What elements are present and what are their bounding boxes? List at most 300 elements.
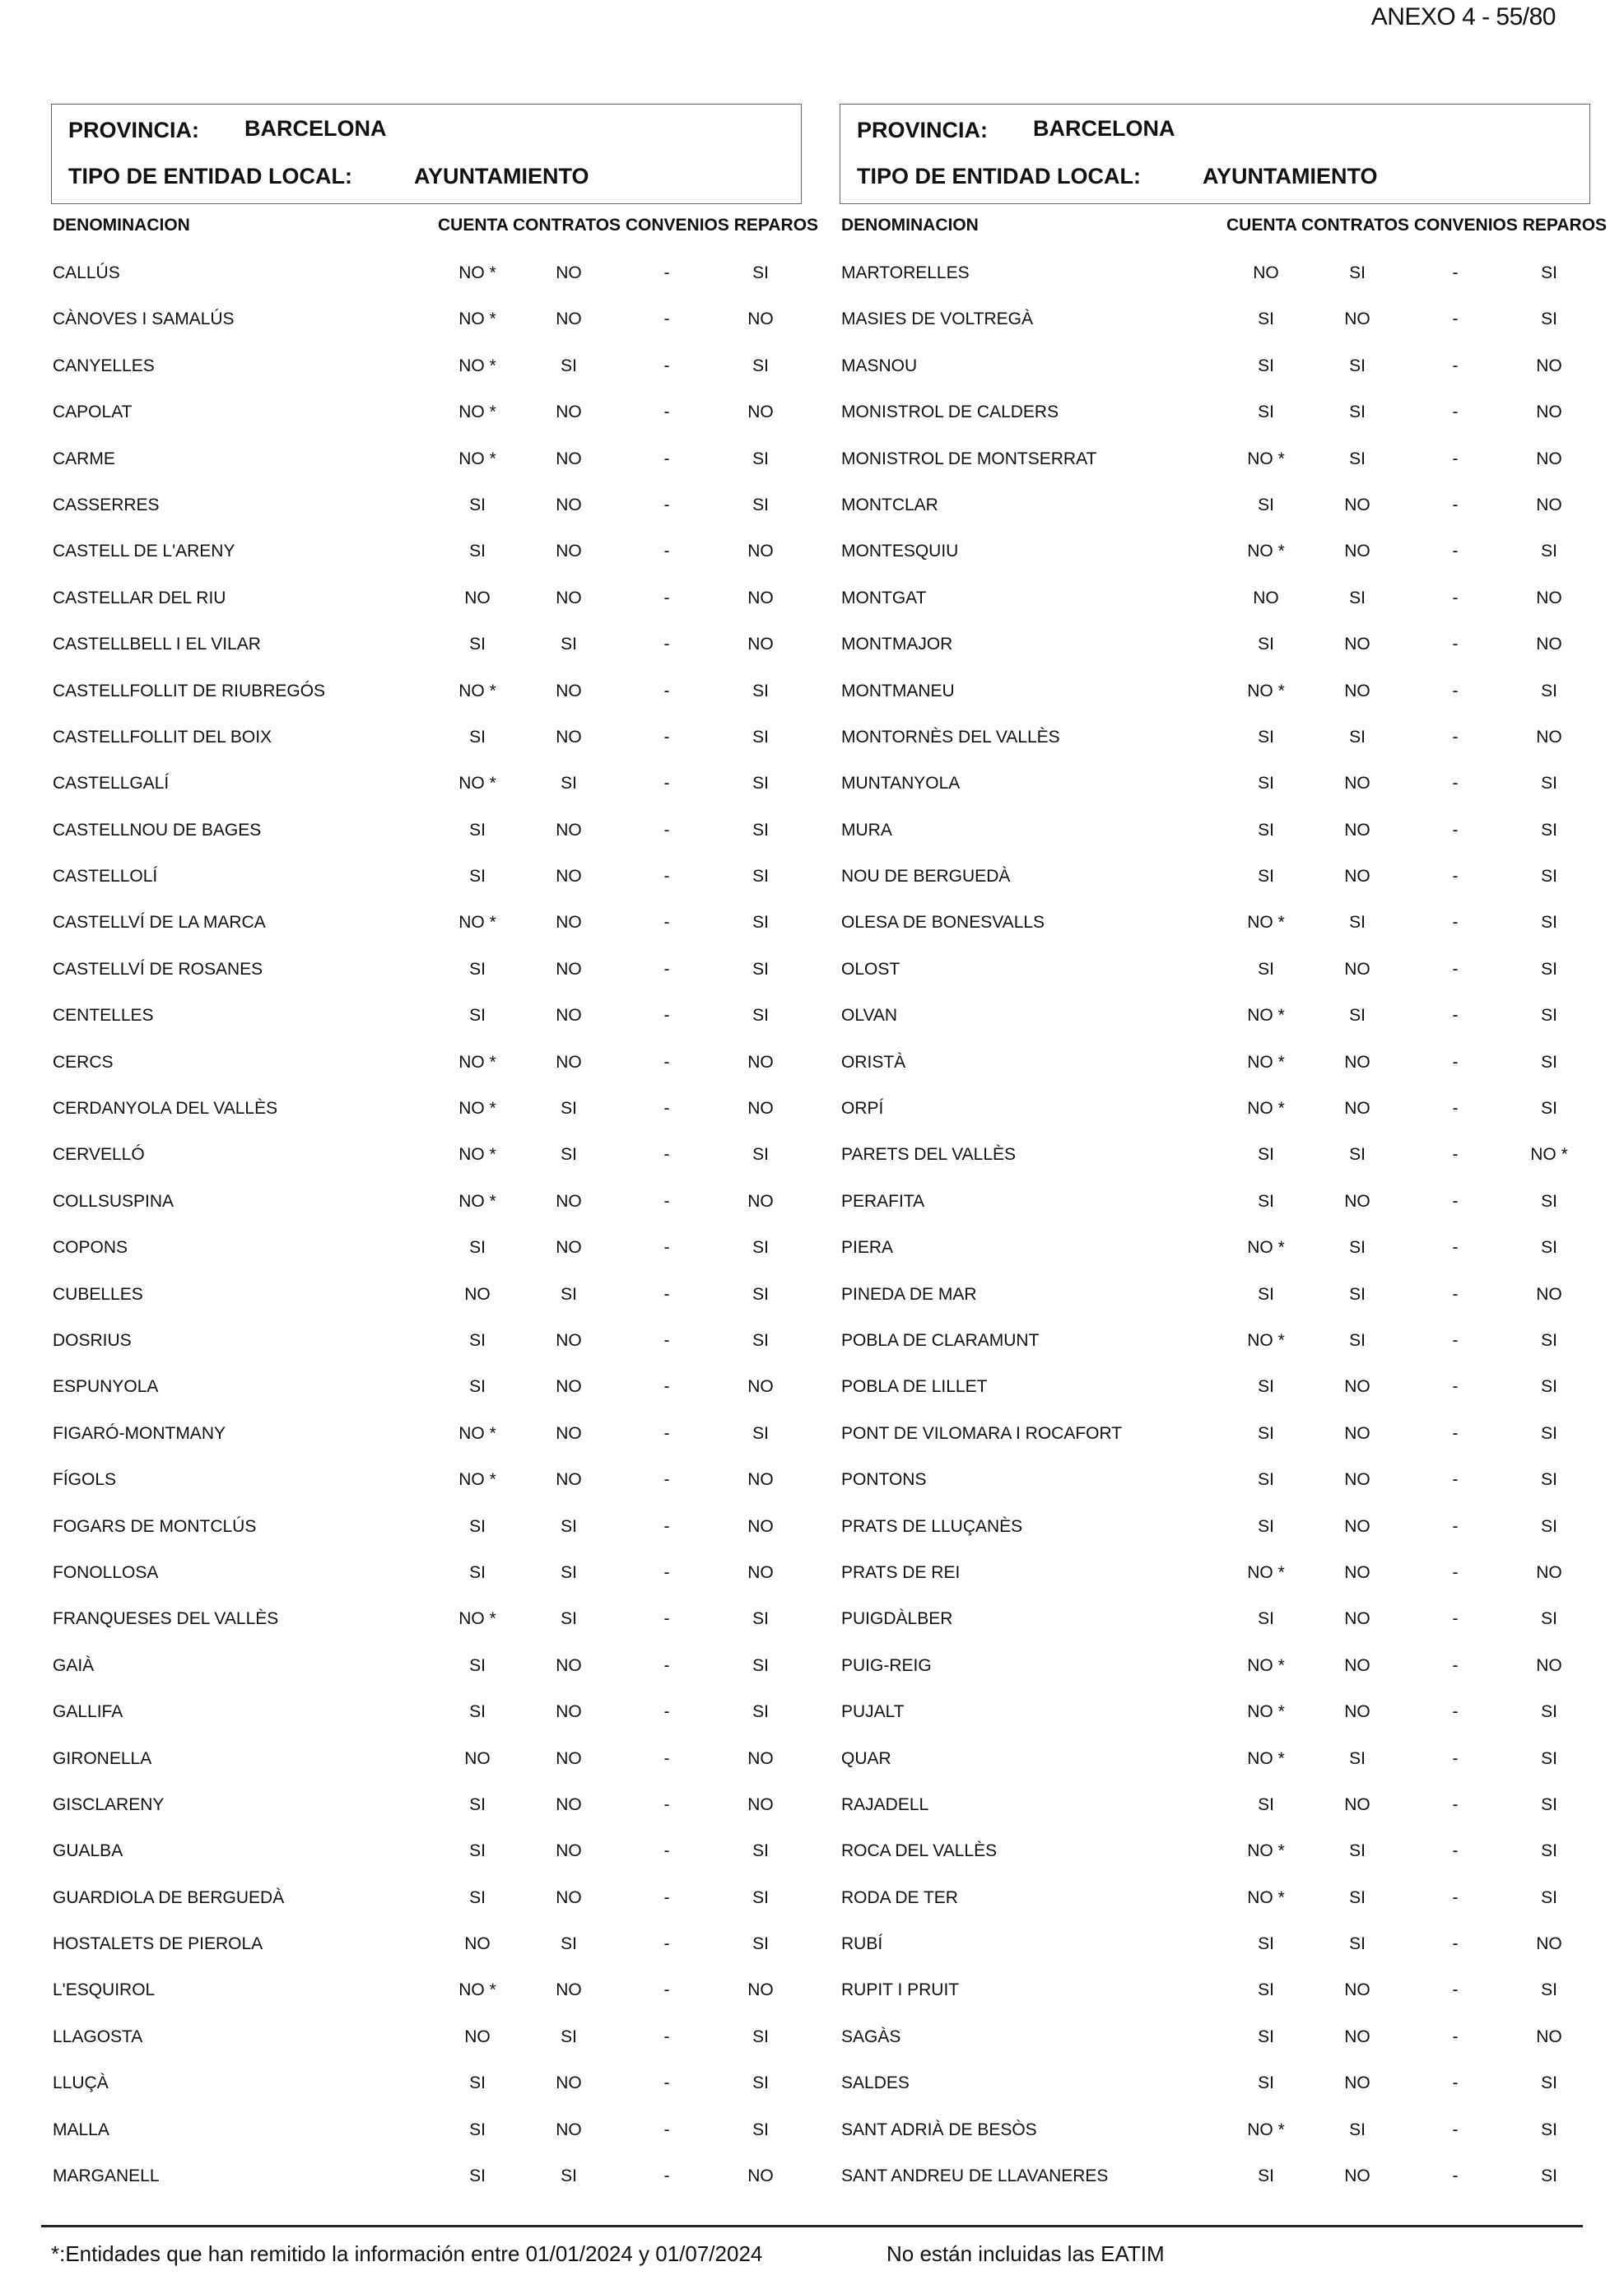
cell-cuenta: SI <box>1258 2166 1274 2186</box>
cell-convenios: - <box>1452 727 1459 747</box>
cell-cuenta: NO * <box>458 449 496 468</box>
cell-cuenta: NO * <box>1247 1841 1285 1861</box>
provincia-value: BARCELONA <box>244 116 387 141</box>
cell-denominacion: MARTORELLES <box>841 263 970 282</box>
cell-reparos: SI <box>752 2120 769 2139</box>
cell-convenios: - <box>663 681 670 700</box>
cell-cuenta: NO * <box>458 1145 496 1165</box>
cell-cuenta: NO * <box>1247 1655 1285 1675</box>
cell-denominacion: DOSRIUS <box>53 1330 132 1350</box>
cell-contratos: SI <box>1349 356 1366 375</box>
cell-reparos: SI <box>752 1006 769 1026</box>
table-row <box>840 1182 1590 1228</box>
cell-convenios: - <box>1452 959 1459 979</box>
cell-contratos: NO <box>556 1470 582 1490</box>
cell-contratos: NO <box>1344 774 1370 793</box>
cell-reparos: SI <box>1541 820 1557 840</box>
cell-reparos: SI <box>1541 542 1557 561</box>
cell-convenios: - <box>1452 681 1459 700</box>
cell-contratos: SI <box>561 2166 577 2186</box>
cell-convenios: - <box>663 1377 670 1397</box>
cell-convenios: - <box>663 1238 670 1258</box>
table-row <box>51 440 802 486</box>
cell-contratos: SI <box>1349 1934 1366 1954</box>
table-row <box>840 1971 1590 2017</box>
cell-contratos: SI <box>1349 1841 1366 1861</box>
cell-reparos: SI <box>752 820 769 840</box>
cell-contratos: NO <box>1344 681 1370 700</box>
cell-reparos: SI <box>1541 2120 1557 2139</box>
cell-contratos: NO <box>556 1980 582 2000</box>
table-row <box>51 1043 802 1089</box>
table-row <box>51 1878 802 1924</box>
cell-convenios: - <box>663 1145 670 1165</box>
cell-contratos: NO <box>556 1841 582 1861</box>
table-row <box>51 486 802 532</box>
cell-reparos: NO <box>747 588 774 607</box>
cell-convenios: - <box>1452 2027 1459 2046</box>
left-table <box>51 104 819 2203</box>
cell-convenios: - <box>663 2073 670 2093</box>
cell-reparos: SI <box>1541 1470 1557 1490</box>
cell-reparos: NO <box>747 1748 774 1768</box>
cell-cuenta: NO * <box>1247 542 1285 561</box>
cell-convenios: - <box>663 356 670 375</box>
table-row <box>840 254 1590 300</box>
cell-convenios: - <box>663 1562 670 1582</box>
cell-cuenta: NO * <box>458 1052 496 1072</box>
table-row <box>840 1599 1590 1645</box>
cell-denominacion: QUAR <box>841 1748 891 1768</box>
cell-convenios: - <box>663 1934 670 1954</box>
cell-contratos: SI <box>1349 727 1366 747</box>
cell-denominacion: MARGANELL <box>53 2166 160 2186</box>
cell-reparos: SI <box>752 1609 769 1629</box>
cell-cuenta: SI <box>469 635 486 654</box>
footnote-eatim: No están incluidas las EATIM <box>886 2241 1165 2266</box>
cell-denominacion: FÍGOLS <box>53 1470 117 1490</box>
cell-reparos: NO <box>747 309 774 329</box>
cell-convenios: - <box>663 959 670 979</box>
cell-denominacion: COLLSUSPINA <box>53 1191 174 1211</box>
cell-reparos: NO <box>747 635 774 654</box>
cell-contratos: NO <box>556 542 582 561</box>
cell-reparos: SI <box>1541 1423 1557 1443</box>
cell-contratos: SI <box>561 1934 577 1954</box>
cell-convenios: - <box>663 309 670 329</box>
cell-cuenta: SI <box>1258 1516 1274 1536</box>
table-row <box>840 625 1590 671</box>
cell-contratos: NO <box>1344 1470 1370 1490</box>
cell-denominacion: CASTELLAR DEL RIU <box>53 588 226 607</box>
header-denominacion: DENOMINACION <box>53 216 190 235</box>
cell-denominacion: CASTELLVÍ DE ROSANES <box>53 959 263 979</box>
cell-contratos: SI <box>561 2027 577 2046</box>
cell-contratos: NO <box>1344 1099 1370 1119</box>
cell-convenios: - <box>1452 1980 1459 2000</box>
cell-convenios: - <box>663 403 670 422</box>
table-row <box>51 579 802 625</box>
table-row <box>840 532 1590 578</box>
cell-reparos: SI <box>752 959 769 979</box>
cell-contratos: NO <box>556 309 582 329</box>
cell-reparos: NO <box>747 1052 774 1072</box>
cell-convenios: - <box>663 1609 670 1629</box>
cell-convenios: - <box>663 1052 670 1072</box>
cell-cuenta: SI <box>469 1887 486 1907</box>
cell-denominacion: CERVELLÓ <box>53 1145 145 1165</box>
cell-denominacion: PONT DE VILOMARA I ROCAFORT <box>841 1423 1123 1443</box>
cell-cuenta: SI <box>469 542 486 561</box>
cell-convenios: - <box>1452 867 1459 887</box>
cell-convenios: - <box>1452 1794 1459 1814</box>
cell-convenios: - <box>663 1191 670 1211</box>
cell-convenios: - <box>663 542 670 561</box>
cell-contratos: SI <box>1349 449 1366 468</box>
cell-contratos: SI <box>561 1516 577 1536</box>
cell-denominacion: PRATS DE REI <box>841 1562 961 1582</box>
cell-denominacion: MUNTANYOLA <box>841 774 961 793</box>
cell-reparos: SI <box>752 495 769 514</box>
cell-contratos: NO <box>1344 820 1370 840</box>
cell-denominacion: GUALBA <box>53 1841 123 1861</box>
cell-reparos: SI <box>752 1702 769 1722</box>
cell-contratos: NO <box>556 495 582 514</box>
cell-reparos: SI <box>1541 1609 1557 1629</box>
table-row <box>51 393 802 439</box>
cell-denominacion: COPONS <box>53 1238 128 1258</box>
cell-convenios: - <box>663 1284 670 1304</box>
cell-reparos: NO <box>747 1980 774 2000</box>
cell-cuenta: SI <box>469 1377 486 1397</box>
table-row <box>51 1831 802 1878</box>
cell-denominacion: FIGARÓ-MONTMANY <box>53 1423 226 1443</box>
cell-contratos: NO <box>1344 1191 1370 1211</box>
tipo-entidad-value: AYUNTAMIENTO <box>414 164 589 188</box>
table-row <box>840 1043 1590 1089</box>
cell-denominacion: FRANQUESES DEL VALLÈS <box>53 1609 279 1629</box>
table-row <box>840 1507 1590 1553</box>
cell-cuenta: NO * <box>1247 1330 1285 1350</box>
table-row <box>840 347 1590 393</box>
cell-convenios: - <box>1452 1655 1459 1675</box>
cell-cuenta: SI <box>1258 2027 1274 2046</box>
cell-denominacion: OLOST <box>841 959 900 979</box>
table-row <box>51 1507 802 1553</box>
cell-cuenta: NO <box>464 1934 491 1954</box>
table-row <box>51 1135 802 1181</box>
cell-denominacion: PUIG-REIG <box>841 1655 932 1675</box>
cell-contratos: SI <box>1349 1748 1366 1768</box>
cell-reparos: SI <box>752 263 769 282</box>
cell-reparos: NO <box>1536 1562 1562 1582</box>
cell-cuenta: NO * <box>458 1470 496 1490</box>
table-row <box>840 1878 1590 1924</box>
cell-reparos: NO <box>1536 588 1562 607</box>
cell-reparos: SI <box>1541 1887 1557 1907</box>
cell-reparos: SI <box>1541 959 1557 979</box>
cell-convenios: - <box>663 1099 670 1119</box>
cell-cuenta: NO * <box>458 1980 496 2000</box>
table-row <box>51 1553 802 1599</box>
cell-denominacion: MONTCLAR <box>841 495 938 514</box>
cell-reparos: SI <box>1541 1702 1557 1722</box>
cell-convenios: - <box>1452 2073 1459 2093</box>
cell-cuenta: NO <box>464 588 491 607</box>
cell-denominacion: RUBÍ <box>841 1934 883 1954</box>
cell-convenios: - <box>1452 356 1459 375</box>
cell-contratos: NO <box>1344 959 1370 979</box>
cell-convenios: - <box>1452 403 1459 422</box>
cell-denominacion: CASTELLVÍ DE LA MARCA <box>53 913 266 933</box>
cell-reparos: NO <box>1536 635 1562 654</box>
cell-reparos: SI <box>1541 263 1557 282</box>
table-row <box>51 1971 802 2017</box>
table-row <box>840 2064 1590 2110</box>
footer-divider <box>41 2225 1583 2227</box>
cell-denominacion: GIRONELLA <box>53 1748 152 1768</box>
cell-contratos: SI <box>561 1145 577 1165</box>
cell-cuenta: SI <box>469 2073 486 2093</box>
cell-contratos: SI <box>561 774 577 793</box>
cell-reparos: NO * <box>1530 1145 1568 1165</box>
table-rows <box>51 254 802 2203</box>
table-row <box>840 950 1590 996</box>
cell-denominacion: MONTORNÈS DEL VALLÈS <box>841 727 1060 747</box>
cell-convenios: - <box>663 1702 670 1722</box>
cell-cuenta: NO * <box>1247 2120 1285 2139</box>
cell-convenios: - <box>1452 1145 1459 1165</box>
cell-reparos: SI <box>1541 1238 1557 1258</box>
cell-contratos: SI <box>1349 263 1366 282</box>
cell-convenios: - <box>1452 1516 1459 1536</box>
cell-cuenta: SI <box>1258 2073 1274 2093</box>
cell-contratos: SI <box>1349 1006 1366 1026</box>
cell-cuenta: SI <box>1258 1423 1274 1443</box>
cell-reparos: NO <box>1536 2027 1562 2046</box>
cell-cuenta: SI <box>469 1238 486 1258</box>
cell-contratos: NO <box>1344 867 1370 887</box>
cell-cuenta: NO * <box>1247 913 1285 933</box>
cell-contratos: NO <box>556 1423 582 1443</box>
cell-contratos: NO <box>556 2073 582 2093</box>
cell-contratos: NO <box>556 867 582 887</box>
cell-cuenta: NO * <box>1247 681 1285 700</box>
table-row <box>840 996 1590 1042</box>
cell-reparos: NO <box>747 1377 774 1397</box>
cell-reparos: NO <box>747 1099 774 1119</box>
cell-denominacion: FONOLLOSA <box>53 1562 159 1582</box>
cell-cuenta: SI <box>1258 959 1274 979</box>
cell-denominacion: SAGÀS <box>841 2027 901 2046</box>
cell-denominacion: RODA DE TER <box>841 1887 958 1907</box>
cell-contratos: NO <box>1344 1377 1370 1397</box>
table-row <box>51 1460 802 1506</box>
cell-reparos: SI <box>1541 1516 1557 1536</box>
cell-denominacion: CERDANYOLA DEL VALLÈS <box>53 1099 278 1119</box>
cell-reparos: NO <box>1536 1284 1562 1304</box>
cell-convenios: - <box>1452 1238 1459 1258</box>
cell-reparos: SI <box>752 727 769 747</box>
cell-cuenta: NO * <box>1247 1702 1285 1722</box>
cell-cuenta: SI <box>469 1330 486 1350</box>
cell-denominacion: ROCA DEL VALLÈS <box>841 1841 998 1861</box>
cell-reparos: NO <box>747 542 774 561</box>
header-cuenta-contratos-convenios-reparos: CUENTA CONTRATOS CONVENIOS REPAROS <box>438 216 819 235</box>
cell-convenios: - <box>1452 263 1459 282</box>
cell-convenios: - <box>1452 1748 1459 1768</box>
cell-denominacion: GAIÀ <box>53 1655 95 1675</box>
cell-cuenta: SI <box>469 495 486 514</box>
cell-reparos: SI <box>1541 1841 1557 1861</box>
cell-convenios: - <box>663 1006 670 1026</box>
cell-contratos: SI <box>561 1609 577 1629</box>
cell-convenios: - <box>663 727 670 747</box>
cell-contratos: SI <box>1349 588 1366 607</box>
table-row <box>840 1785 1590 1831</box>
cell-contratos: NO <box>1344 495 1370 514</box>
table-row <box>840 486 1590 532</box>
cell-contratos: NO <box>556 1794 582 1814</box>
cell-denominacion: MASNOU <box>841 356 918 375</box>
cell-contratos: NO <box>1344 1702 1370 1722</box>
cell-contratos: NO <box>556 1748 582 1768</box>
cell-convenios: - <box>1452 913 1459 933</box>
cell-reparos: NO <box>1536 356 1562 375</box>
cell-cuenta: SI <box>1258 867 1274 887</box>
table-row <box>51 1089 802 1135</box>
cell-reparos: SI <box>752 1934 769 1954</box>
cell-convenios: - <box>1452 449 1459 468</box>
cell-convenios: - <box>663 1470 670 1490</box>
cell-cuenta: NO <box>1253 588 1279 607</box>
table-row <box>51 1924 802 1971</box>
cell-convenios: - <box>1452 820 1459 840</box>
table-row <box>51 2110 802 2157</box>
header-cuenta-contratos-convenios-reparos: CUENTA CONTRATOS CONVENIOS REPAROS <box>1226 216 1608 235</box>
table-row <box>840 764 1590 810</box>
cell-convenios: - <box>1452 1099 1459 1119</box>
table-row <box>840 811 1590 857</box>
cell-reparos: SI <box>1541 681 1557 700</box>
table-row <box>840 857 1590 903</box>
cell-convenios: - <box>1452 635 1459 654</box>
cell-reparos: SI <box>1541 1006 1557 1026</box>
table-row <box>840 393 1590 439</box>
cell-denominacion: ORISTÀ <box>841 1052 906 1072</box>
cell-convenios: - <box>1452 1887 1459 1907</box>
cell-convenios: - <box>1452 1609 1459 1629</box>
cell-contratos: NO <box>556 727 582 747</box>
cell-contratos: NO <box>1344 2166 1370 2186</box>
cell-contratos: NO <box>1344 1052 1370 1072</box>
cell-contratos: SI <box>1349 913 1366 933</box>
cell-cuenta: SI <box>1258 1284 1274 1304</box>
cell-denominacion: MASIES DE VOLTREGÀ <box>841 309 1033 329</box>
cell-contratos: SI <box>1349 1145 1366 1165</box>
cell-reparos: SI <box>1541 1052 1557 1072</box>
cell-contratos: SI <box>561 1099 577 1119</box>
cell-cuenta: SI <box>1258 820 1274 840</box>
cell-denominacion: ORPÍ <box>841 1099 884 1119</box>
cell-cuenta: SI <box>1258 774 1274 793</box>
table-row <box>51 2157 802 2203</box>
cell-cuenta: NO * <box>1247 1052 1285 1072</box>
cell-convenios: - <box>1452 1423 1459 1443</box>
cell-reparos: SI <box>1541 1191 1557 1211</box>
cell-convenios: - <box>1452 2166 1459 2186</box>
cell-reparos: SI <box>752 1145 769 1165</box>
cell-denominacion: RUPIT I PRUIT <box>841 1980 960 2000</box>
cell-denominacion: CASTELLBELL I EL VILAR <box>53 635 261 654</box>
cell-denominacion: MONISTROL DE CALDERS <box>841 403 1059 422</box>
cell-denominacion: CERCS <box>53 1052 114 1072</box>
cell-reparos: NO <box>1536 449 1562 468</box>
cell-cuenta: SI <box>1258 727 1274 747</box>
cell-denominacion: MONTMAJOR <box>841 635 953 654</box>
cell-denominacion: CASTELLOLÍ <box>53 867 158 887</box>
cell-denominacion: MONTMANEU <box>841 681 955 700</box>
cell-denominacion: PUJALT <box>841 1702 905 1722</box>
cell-contratos: SI <box>561 356 577 375</box>
cell-denominacion: POBLA DE LILLET <box>841 1377 988 1397</box>
tipo-entidad-label: TIPO DE ENTIDAD LOCAL: <box>68 164 352 188</box>
cell-cuenta: SI <box>469 867 486 887</box>
cell-cuenta: NO * <box>1247 1562 1285 1582</box>
table-row <box>840 1646 1590 1692</box>
table-row <box>840 1692 1590 1738</box>
cell-contratos: NO <box>556 681 582 700</box>
cell-reparos: NO <box>747 1191 774 1211</box>
cell-reparos: SI <box>1541 867 1557 887</box>
cell-convenios: - <box>663 1423 670 1443</box>
cell-cuenta: SI <box>1258 309 1274 329</box>
cell-cuenta: NO * <box>458 913 496 933</box>
cell-denominacion: PONTONS <box>841 1470 927 1490</box>
cell-reparos: NO <box>747 2166 774 2186</box>
cell-cuenta: NO * <box>1247 449 1285 468</box>
table-row <box>51 903 802 949</box>
cell-cuenta: SI <box>469 1794 486 1814</box>
cell-contratos: SI <box>1349 1238 1366 1258</box>
table-row <box>51 1275 802 1321</box>
cell-convenios: - <box>663 820 670 840</box>
cell-convenios: - <box>1452 542 1459 561</box>
table-row <box>51 718 802 764</box>
cell-contratos: NO <box>1344 1794 1370 1814</box>
cell-contratos: SI <box>1349 1887 1366 1907</box>
cell-cuenta: SI <box>469 1516 486 1536</box>
cell-denominacion: MALLA <box>53 2120 109 2139</box>
cell-reparos: SI <box>752 774 769 793</box>
table-row <box>840 2157 1590 2203</box>
cell-contratos: NO <box>1344 309 1370 329</box>
cell-contratos: NO <box>1344 1609 1370 1629</box>
table-row <box>51 1692 802 1738</box>
cell-reparos: NO <box>747 1562 774 1582</box>
cell-cuenta: SI <box>1258 1145 1274 1165</box>
tipo-entidad-label: TIPO DE ENTIDAD LOCAL: <box>857 164 1141 188</box>
cell-cuenta: NO * <box>1247 1099 1285 1119</box>
cell-cuenta: NO <box>464 1284 491 1304</box>
cell-denominacion: PARETS DEL VALLÈS <box>841 1145 1017 1165</box>
cell-cuenta: SI <box>469 820 486 840</box>
table-row <box>51 2064 802 2110</box>
table-row <box>840 1228 1590 1274</box>
table-row <box>51 1599 802 1645</box>
cell-denominacion: PIERA <box>841 1238 894 1258</box>
cell-cuenta: SI <box>1258 495 1274 514</box>
